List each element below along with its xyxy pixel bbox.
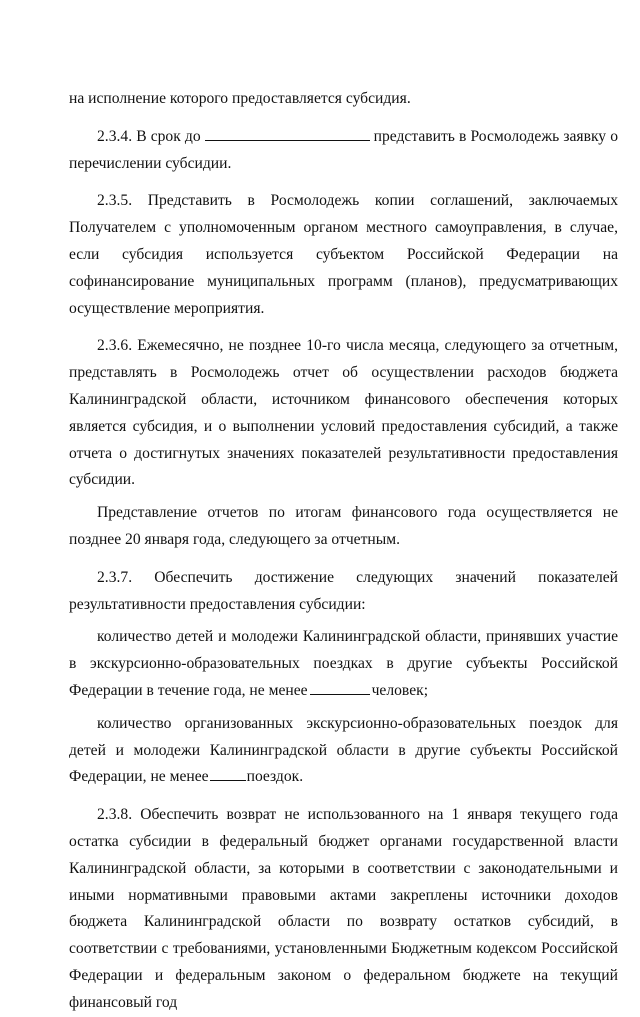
paragraph-trips-count [69, 711, 618, 791]
paragraph-2-3-5: 2.3.5. Представить в Росмолодежь копии соглашений, заключаемых Получателем с уполномоченным органом местного самоуправления, в случае, если субсидия используется субъектом Российской Федерации на софинансирование муниципальных программ (планов), предусматривающих осуществление мероприятия. [69, 192, 618, 317]
paragraph-reports: Представление отчетов по итогам финансового года осуществляется не позднее 20 января года, следующего за отчетным. [69, 504, 618, 548]
trips-count-blank-field [210, 766, 246, 781]
children-count-blank-field [310, 680, 370, 695]
paragraph-2-3-4 [69, 124, 618, 178]
date-blank-field [205, 126, 370, 141]
paragraph-2-3-4-text-before: 2.3.4. В срок до [97, 127, 201, 145]
paragraph-2-3-6: 2.3.6. Ежемесячно, не позднее 10-го числа месяца, следующего за отчетным, представлять в Росмолодежь отчет об осуществлении расходов бюджета Калининградской области, источником финансового обеспечения которых является субсидия, и о выполнении условий предоставления субсидий, а также отчета о достигнутых значениях показателей результативности предоставления субсидии. [69, 337, 618, 489]
children-count-text-after: человек; [371, 681, 429, 699]
paragraph-2-3-8: 2.3.8. Обеспечить возврат не использованного на 1 января текущего года остатка субсидии в федеральный бюджет органами государственной власти Калининградской области, за которыми в соответствии с законодательными и иными нормативными правовыми актами закреплены источники доходов бюджета Калининградской области по возврату остатков субсидий, в соответствии с требованиями, установленными Бюджетным кодексом Российской Федерации и федеральным законом о федеральном бюджете на текущий финансовый год [69, 806, 618, 1011]
trips-count-text-after: поездок. [246, 768, 304, 786]
paragraph-intro: на исполнение которого предоставляется субсидия. [69, 90, 411, 107]
children-count-text-before: количество детей и молодежи Калининградской области, принявших участие в экскурсионно-образовательных поездках в другие субъекты Российской Федерации в течение года, не менее [69, 628, 618, 699]
trips-count-text-before: количество организованных экскурсионно-образовательных поездок для детей и молодежи Калининградской области в другие субъекты Российской Федерации, не менее [69, 714, 618, 786]
paragraph-2-3-7: 2.3.7. Обеспечить достижение следующих значений показателей результативности предоставления субсидии: [69, 568, 618, 613]
paragraph-children-count [69, 624, 618, 704]
paragraph-2-3-4-text-after: представить в Росмолодежь заявку о перечислении субсидии. [69, 127, 618, 172]
